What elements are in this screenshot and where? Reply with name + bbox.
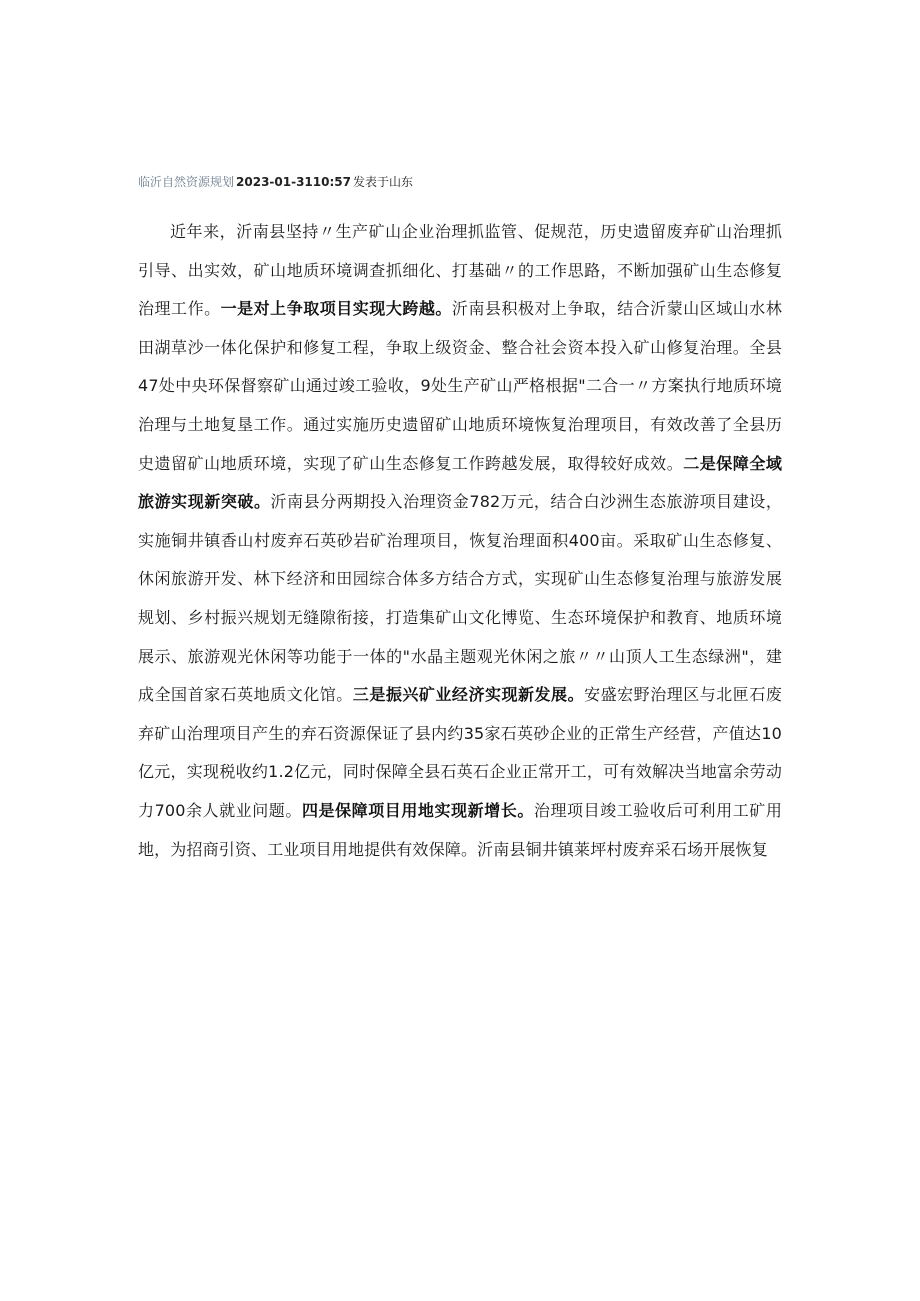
publish-location: 发表于山东 [352, 175, 413, 189]
paragraph-text: 治理项目竣工验收后可利用工矿用地，为招商引资、工业项目用地提供有效保障。沂南县铜井镇莱坪村废弃采石场开展恢复 [138, 800, 782, 859]
paragraph-text: 沂南县积极对上争取，结合沂蒙山区域山水林田湖草沙一体化保护和修复工程，争取上级资金、整合社会资本投入矿山修复治理。全县47处中央环保督察矿山通过竣工验收，9处生产矿山严格根据"二合一〃方案执行地质环境治理与土地复垦工作。通过实施历史遗留矿山地质环境恢复治理项目，有效改善了全县历史遗留矿山地质环境，实现了矿山生态修复工作跨越发展，取得较好成效。 [138, 299, 782, 473]
section-heading-1: 一是对上争取项目实现大跨越。 [220, 299, 452, 319]
article-body [138, 213, 782, 869]
publish-datetime: 2023-01-3110:57 [236, 175, 351, 189]
section-heading-2: 二是保障全域旅游实现新突破。 [138, 453, 782, 512]
article-meta [138, 174, 413, 190]
paragraph-text: 安盛宏野治理区与北匣石废弃矿山治理项目产生的弃石资源保证了县内约35家石英砂企业的正常生产经营，产值达10亿元，实现税收约1.2亿元，同时保障全县石英石企业正常开工，可有效解决当地富余劳动力700余人就业问题。 [138, 685, 782, 820]
paragraph-text: 沂南县分两期投入治理资金782万元，结合白沙洲生态旅游项目建设，实施铜井镇香山村废弃石英砂岩矿治理项目，恢复治理面积400亩。采取矿山生态修复、休闲旅游开发、林下经济和田园综合体多方结合方式，实现矿山生态修复治理与旅游发展规划、乡村振兴规划无缝隙衔接，打造集矿山文化博览、生态环境保护和教育、地质环境展示、旅游观光休闲等功能于一体的"水晶主题观光休闲之旅〃〃山顶人工生态绿洲"，建成全国首家石英地质文化馆。 [138, 492, 782, 705]
paragraph-text: 近年来，沂南县坚持〃生产矿山企业治理抓监管、促规范，历史遗留废弃矿山治理抓引导、出实效，矿山地质环境调查抓细化、打基础〃的工作思路，不断加强矿山生态修复治理工作。 [138, 222, 782, 319]
source-account[interactable]: 临沂自然资源规划 [138, 175, 235, 189]
section-heading-3: 三是振兴矿业经济实现新发展。 [352, 685, 585, 705]
section-heading-4: 四是保障项目用地实现新增长。 [301, 800, 534, 820]
